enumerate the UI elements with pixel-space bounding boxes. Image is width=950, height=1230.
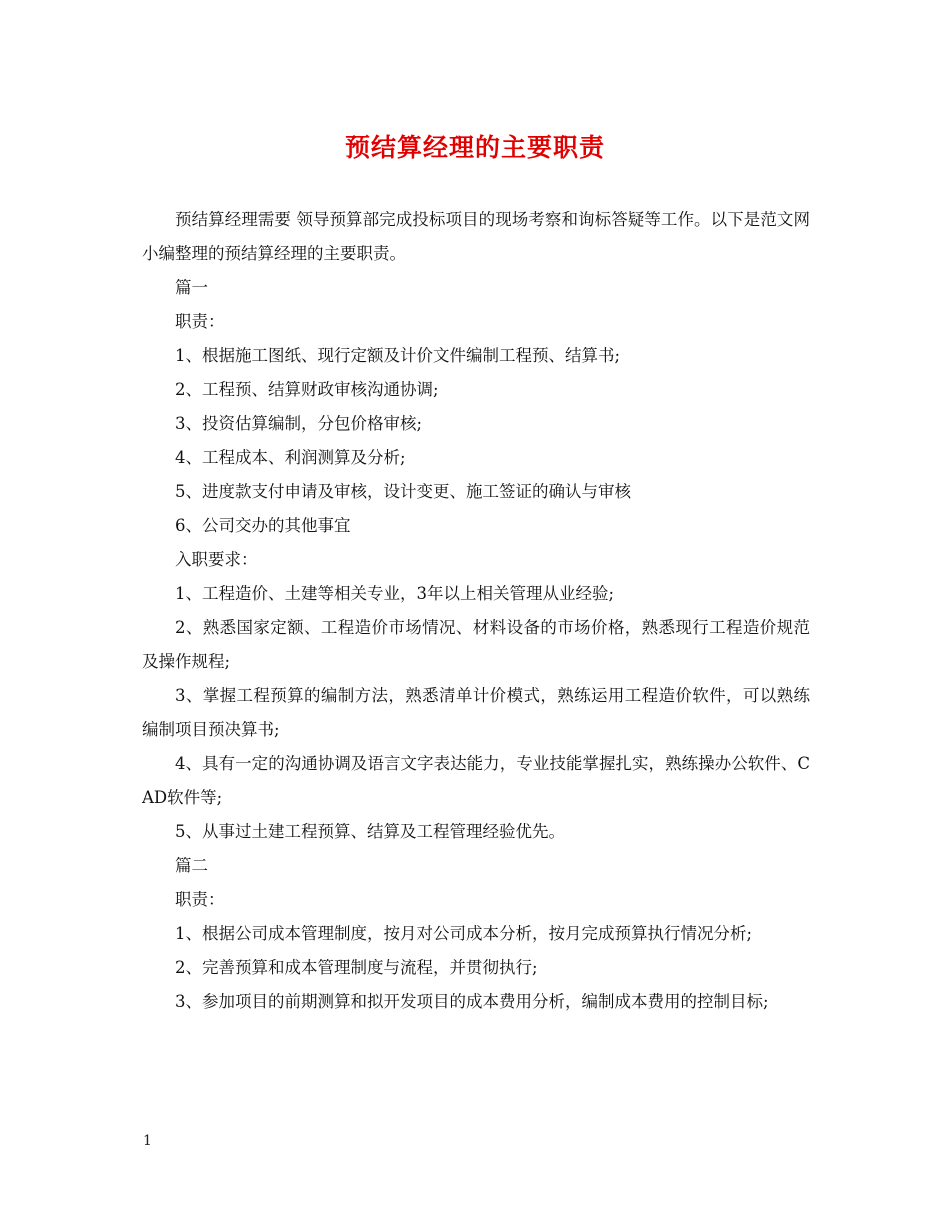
list-item: 3、投资估算编制，分包价格审核; xyxy=(175,414,423,433)
document-body xyxy=(142,203,810,1019)
list-item: 5、从事过土建工程预算、结算及工程管理经验优先。 xyxy=(175,822,565,841)
page-number: 1 xyxy=(143,1133,152,1149)
list-item: 4、工程成本、利润测算及分析; xyxy=(175,448,406,467)
list-item: 2、完善预算和成本管理制度与流程，并贯彻执行; xyxy=(175,958,538,977)
list-item: 5、进度款支付申请及审核，设计变更、施工签证的确认与审核 xyxy=(175,482,631,501)
list-item: 3、参加项目的前期测算和拟开发项目的成本费用分析，编制成本费用的控制目标; xyxy=(175,992,769,1011)
list-item: 1、根据施工图纸、现行定额及计价文件编制工程预、结算书; xyxy=(175,346,621,365)
section-heading-part-two: 篇二 xyxy=(175,856,208,875)
list-item: 2、熟悉国家定额、工程造价市场情况、材料设备的市场价格，熟悉现行工程造价规范及操作规程; xyxy=(142,618,810,671)
label-duties: 职责： xyxy=(175,890,225,909)
section-heading-part-one: 篇一 xyxy=(175,278,208,297)
list-item: 6、公司交办的其他事宜 xyxy=(175,516,351,535)
list-item: 1、根据公司成本管理制度，按月对公司成本分析，按月完成预算执行情况分析; xyxy=(175,924,753,943)
list-item: 4、具有一定的沟通协调及语言文字表达能力，专业技能掌握扎实，熟练操办公软件、CAD软件等; xyxy=(142,754,810,807)
document-title: 预结算经理的主要职责 xyxy=(344,133,605,162)
label-requirements: 入职要求： xyxy=(175,550,258,569)
paragraph-intro: 预结算经理需要 领导预算部完成投标项目的现场考察和询标答疑等工作。以下是范文网小编整理的预结算经理的主要职责。 xyxy=(142,210,810,263)
list-item: 2、工程预、结算财政审核沟通协调; xyxy=(175,380,439,399)
label-duties: 职责： xyxy=(175,312,225,331)
list-item: 1、工程造价、土建等相关专业，3年以上相关管理从业经验; xyxy=(175,584,615,603)
list-item: 3、掌握工程预算的编制方法，熟悉清单计价模式，熟练运用工程造价软件，可以熟练编制项目预决算书; xyxy=(142,686,810,739)
